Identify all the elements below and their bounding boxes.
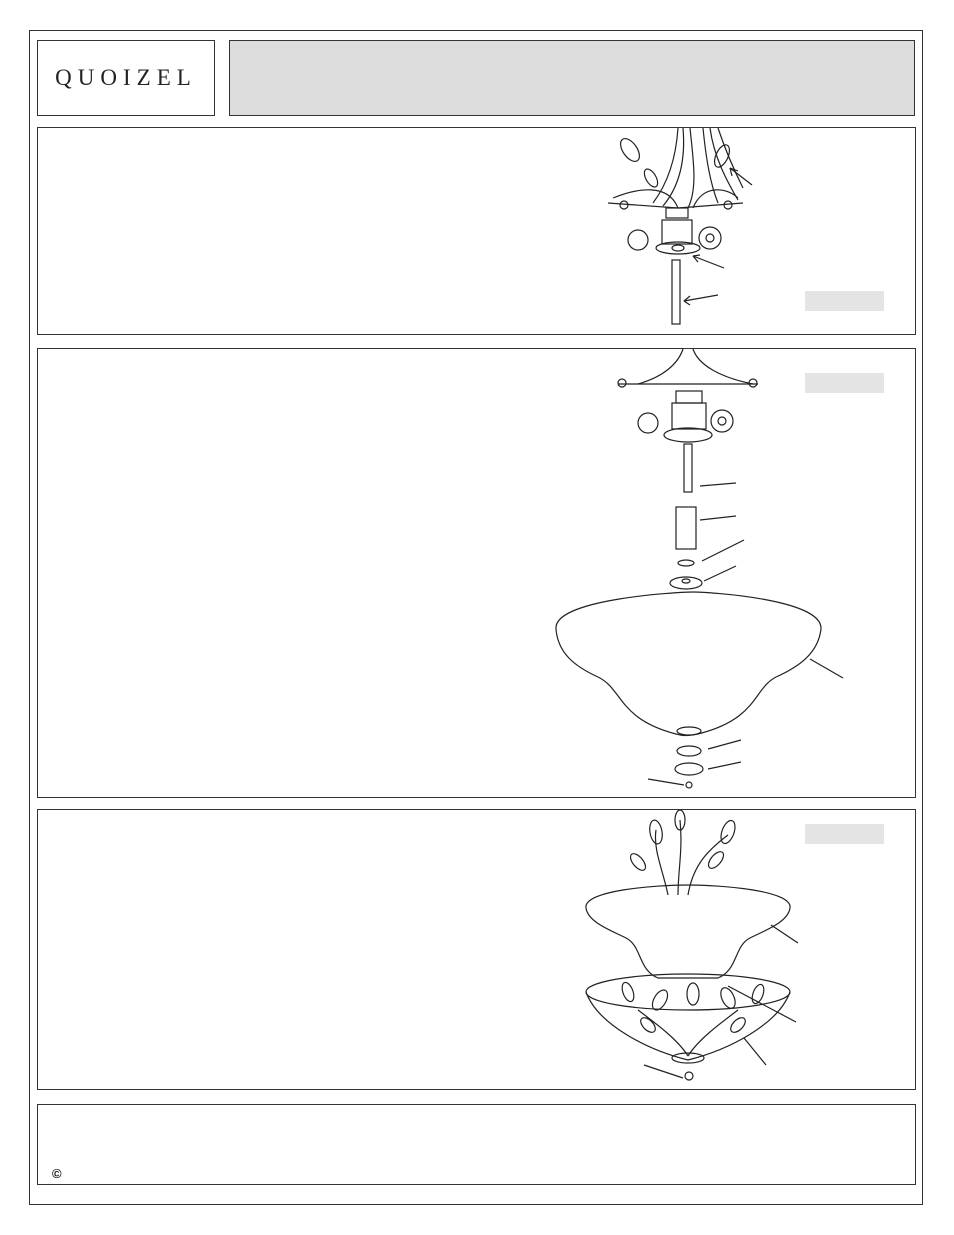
finished-fixture-illustration (38, 810, 917, 1091)
title-bar (229, 40, 915, 116)
logo-box (37, 40, 215, 116)
footer-panel (37, 1104, 916, 1185)
step-panel-2 (37, 348, 916, 798)
copyright-symbol: © (52, 1166, 62, 1181)
mounting-hardware-illustration (38, 128, 917, 336)
step-panel-3 (37, 809, 916, 1090)
bowl-assembly-illustration (38, 349, 917, 799)
step-panel-1 (37, 127, 916, 335)
brand-logo: QUOIZEL (55, 65, 197, 90)
